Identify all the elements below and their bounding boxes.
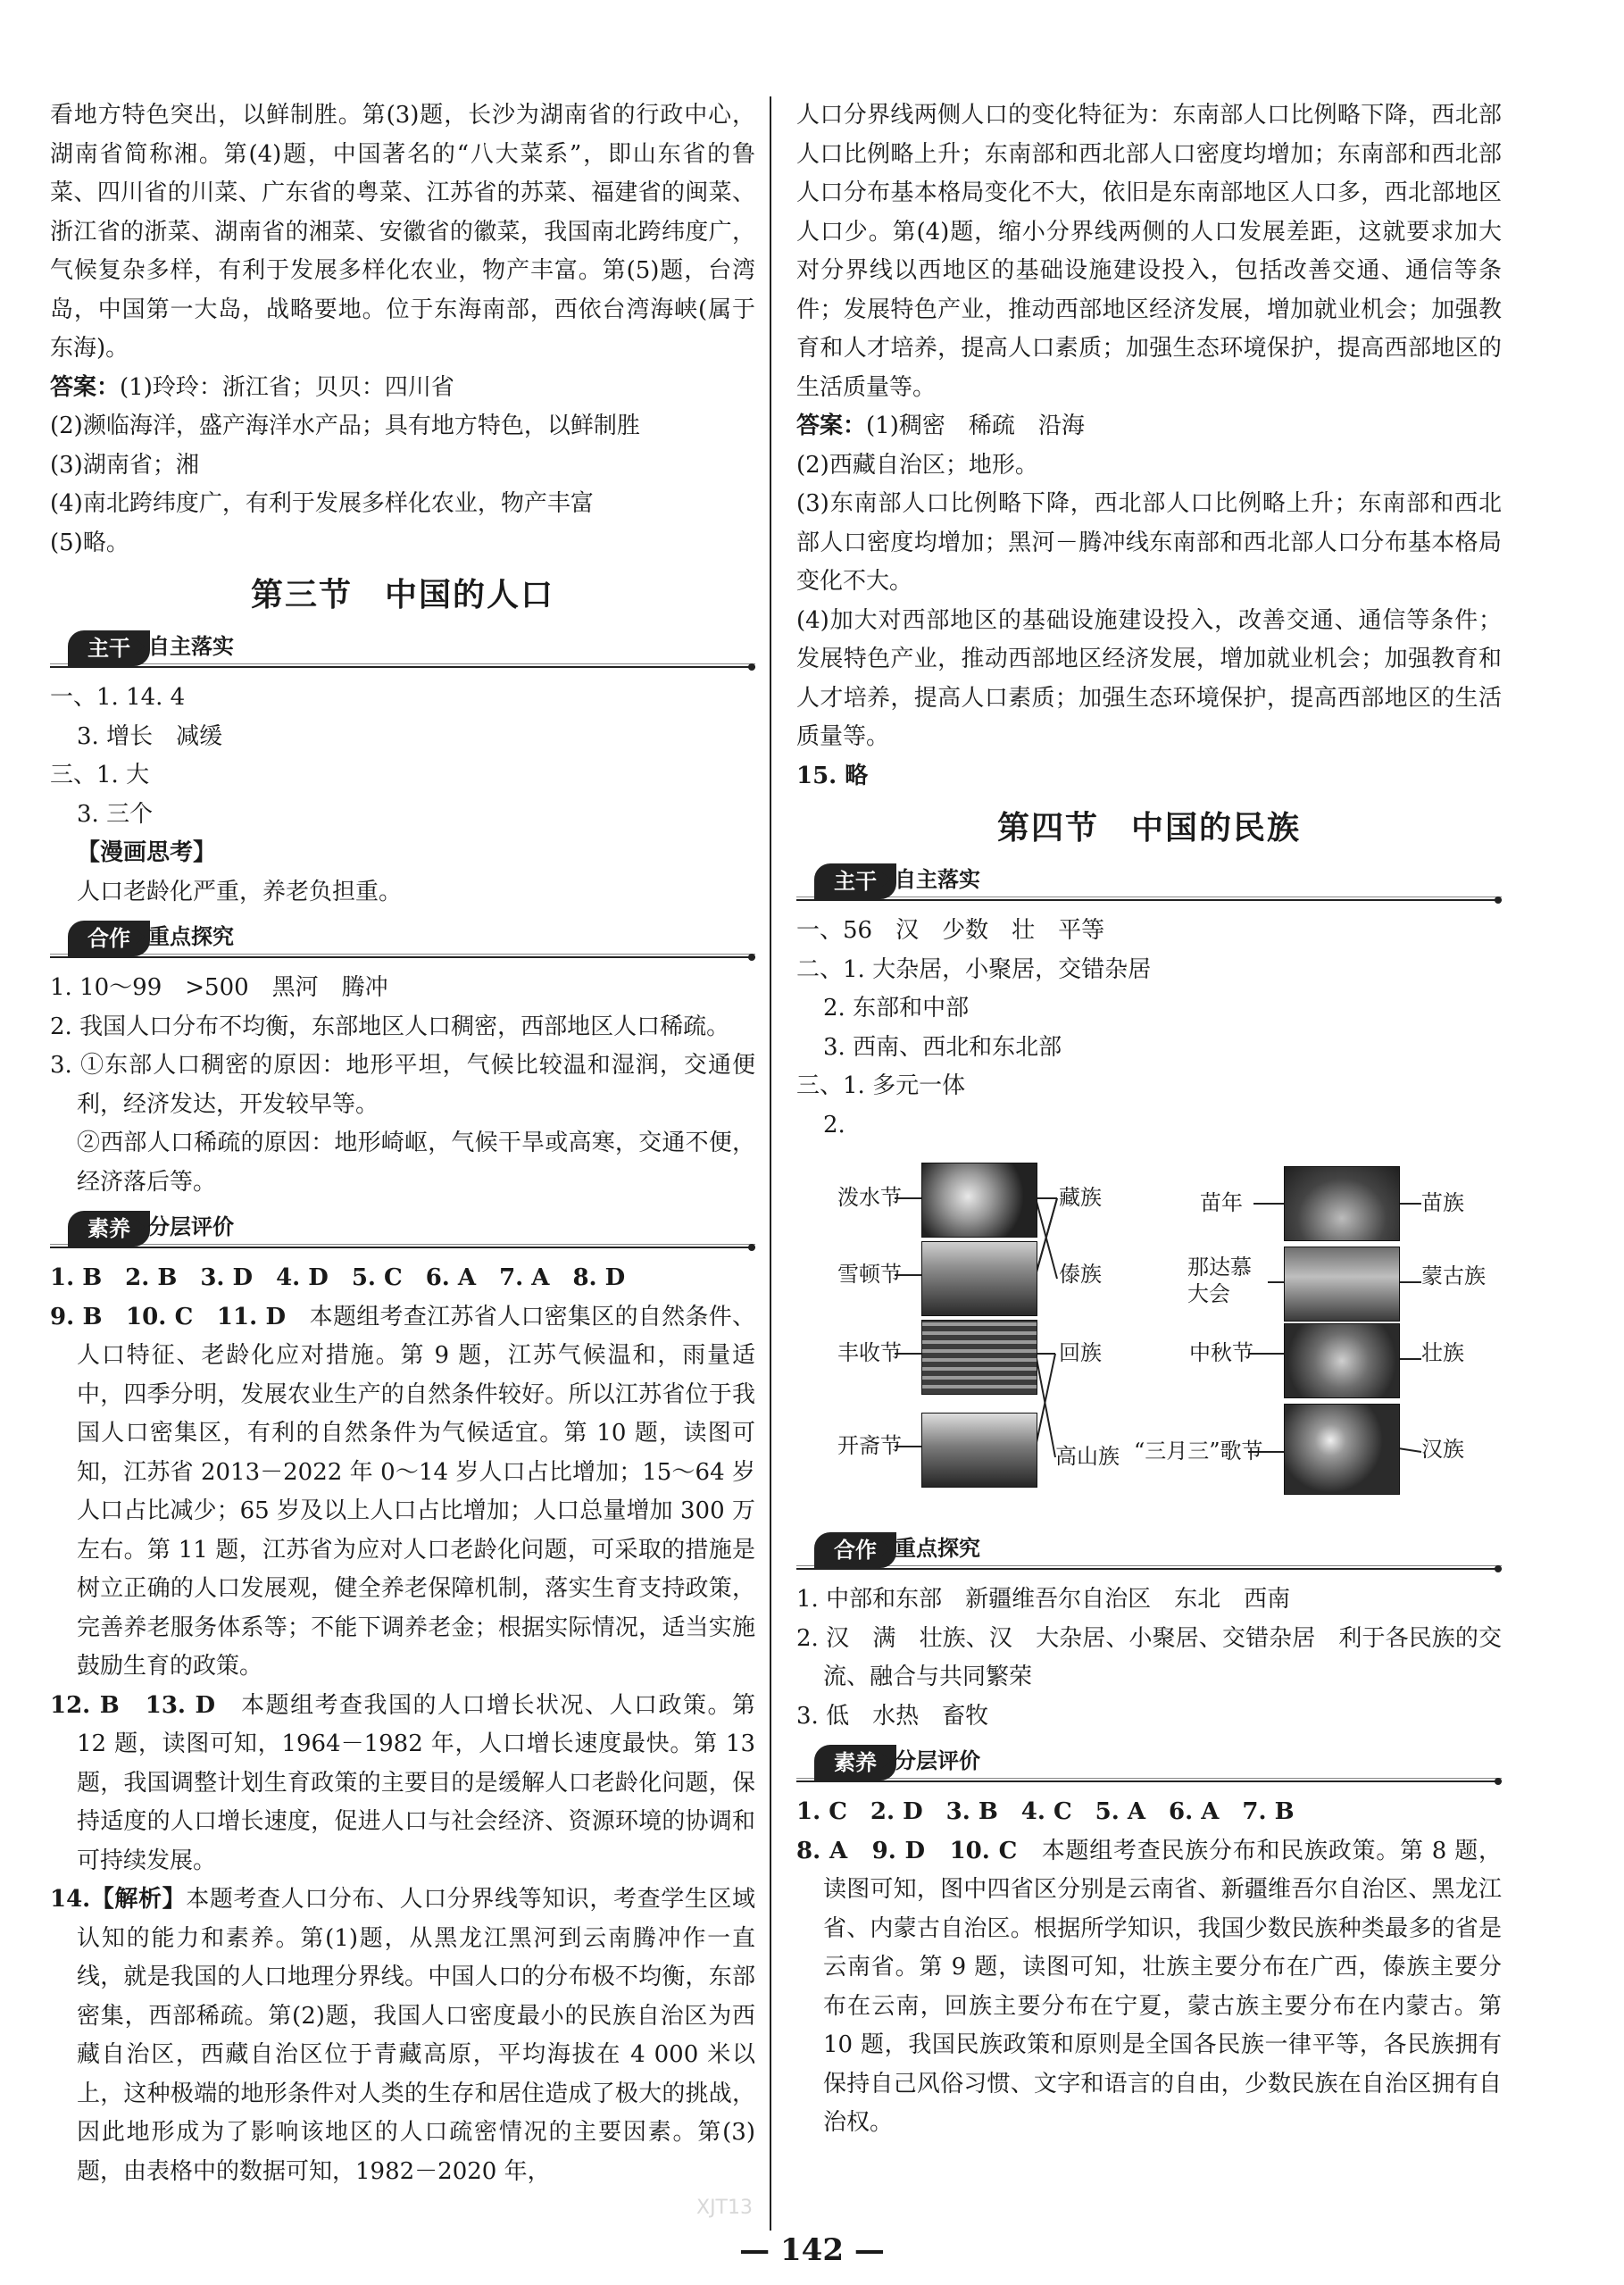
answer-label: 答案：	[50, 373, 121, 401]
ethnic-label: 高山族	[1055, 1444, 1120, 1469]
arrow-icon	[136, 639, 145, 654]
festival-photo	[1284, 1247, 1400, 1322]
section-name: 中国的人口	[385, 576, 555, 613]
arrow-icon	[882, 1754, 891, 1768]
matching-line	[1398, 1448, 1421, 1452]
right-answer-1	[796, 407, 1502, 446]
right-column	[796, 96, 1502, 2143]
eval-head: 12. B 13. D	[50, 1691, 216, 1719]
eval-head: 14.【解析】	[50, 1886, 187, 1913]
banner-tag: 主干	[814, 863, 896, 899]
answer-text: (1)玲玲：浙江省；贝贝：四川省	[120, 373, 454, 401]
left-answer-1	[50, 369, 755, 408]
answer-15: 15. 略	[796, 762, 869, 789]
banner-suyang	[796, 1743, 1502, 1782]
banner-tag: 合作	[68, 921, 150, 956]
banner-zhugan	[796, 862, 1502, 901]
s4-answer-3: 2. 东部和中部	[823, 995, 970, 1022]
banner-suyang	[50, 1209, 755, 1248]
festival-matching-figure	[796, 1148, 1502, 1523]
eval-2	[796, 1832, 1502, 2143]
left-paragraph-1: 看地方特色突出，以鲜制胜。第(3)题，长沙为湖南省的行政中心，湖南省简称湘。第(4)题，中国著名的“八大菜系”，即山东省的鲁菜、四川省的川菜、广东省的粤菜、江苏省的苏菜、福建省的闽菜、浙江省的浙菜、湖南省的湘菜、安徽省的徽菜，我国南北跨纬度广，气候复杂多样，有利于发展多样化农业，物产丰富。第(5)题，台湾岛，中国第一大岛，战略要地。位于东海南部，西依台湾海峡(属于东海)。	[50, 102, 755, 362]
left-answer-4: (4)南北跨纬度广，有利于发展多样化农业，物产丰富	[50, 490, 594, 517]
key-1: 1. 中部和东部 新疆维吾尔自治区 东北 西南	[796, 1586, 1291, 1613]
left-answer-2: (2)濒临海洋，盛产海洋水产品；具有地方特色，以鲜制胜	[50, 413, 640, 439]
festival-photo	[921, 1163, 1037, 1238]
festival-photo	[1284, 1404, 1400, 1495]
banner-tag: 合作	[814, 1532, 896, 1568]
banner-text: 分层评价	[148, 1214, 234, 1239]
s3-answer-4: 3. 三个	[77, 800, 154, 828]
right-answer-3: (3)东南部人口比例略下降，西北部人口比例略上升；东南部和西北部人口密度均增加；黑河－腾冲线东南部和西北部人口分布基本格局变化不大。	[796, 490, 1502, 595]
banner-text: 重点探究	[148, 924, 234, 949]
right-paragraph-1: 人口分界线两侧人口的变化特征为：东南部人口比例略下降，西北部人口比例略上升；东南部和西北部人口密度均增加；东南部和西北部人口分布基本格局变化不大，依旧是东南部地区人口多，西北部地区人口少。第(4)题，缩小分界线两侧的人口发展差距，这就要求加大对分界线以西地区的基础设施建设投入，包括改善交通、通信等条件；发展特色产业，推动西部地区经济发展，增加就业机会；加强教育和人才培养，提高人口素质；加强生态环境保护，提高西部地区的生活质量等。	[796, 102, 1502, 401]
key-3: 3. ①东部人口稠密的原因：地形平坦，气候比较温和湿润，交通便利，经济发达，开发较早等。	[50, 1052, 755, 1118]
banner-tag: 素养	[814, 1745, 896, 1780]
festival-photo	[921, 1241, 1037, 1316]
banner-text: 分层评价	[895, 1748, 980, 1773]
eval-head: 8. A 9. D 10. C	[796, 1837, 1018, 1864]
ethnic-label: 回族	[1059, 1340, 1102, 1365]
banner-hezuo	[796, 1530, 1502, 1570]
comic-label: 【漫画思考】	[77, 839, 217, 866]
key-2: 2. 汉 满 壮族、汉 大杂居、小聚居、交错杂居 利于各民族的交流、融合与共同繁荣	[796, 1624, 1502, 1690]
comic-text: 人口老龄化严重，养老负担重。	[77, 878, 403, 905]
right-answer-2: (2)西藏自治区；地形。	[796, 451, 1038, 479]
festival-label: 中秋节	[1189, 1340, 1253, 1365]
left-answer-5: (5)略。	[50, 529, 129, 556]
banner-tag: 主干	[68, 630, 150, 666]
s3-answer-1: 一、1. 14. 4	[50, 684, 186, 711]
right-answer-4: (4)加大对西部地区的基础设施建设投入，改善交通、通信等条件；发展特色产业，推动西部地区经济发展，增加就业机会；加强教育和人才培养，提高人口素质；加强生态环境保护，提高西部地区的生活质量等。	[796, 606, 1502, 750]
watermark: XJT13	[696, 2197, 753, 2219]
key-3: 3. 低 水热 畜牧	[796, 1702, 989, 1730]
banner-text: 自主落实	[895, 867, 980, 892]
festival-label: 那达慕大会	[1187, 1255, 1252, 1306]
banner-zhugan	[50, 629, 755, 668]
left-answer-3: (3)湖南省；湘	[50, 451, 199, 479]
answer-text: (1)稠密 稀疏 沿海	[866, 413, 1085, 439]
section-title-4	[796, 803, 1502, 853]
eval-body: 本题组考查我国的人口增长状况、人口政策。第 12 题，读图可知，1964－1982 年，人口增长速度最快。第 13 题，我国调整计划生育政策的主要目的是缓解人口老龄化问题，保持适度的人口增长速度，促进人口与社会经济、资源环境的协调和可持续发展。	[77, 1691, 755, 1874]
ethnic-label: 壮族	[1421, 1340, 1464, 1365]
festival-label: 苗年	[1200, 1190, 1243, 1215]
section-title-3	[50, 570, 755, 620]
eval-1: 1. C 2. D 3. B 4. C 5. A 6. A 7. B	[796, 1798, 1295, 1825]
arrow-icon	[136, 1220, 145, 1234]
page-number: — 142 —	[739, 2232, 885, 2268]
key-4: ②西部人口稀疏的原因：地形崎岖，气候干旱或高寒，交通不便，经济落后等。	[77, 1130, 755, 1196]
banner-tag: 素养	[68, 1211, 150, 1247]
eval-head: 9. B 10. C 11. D	[50, 1303, 287, 1330]
festival-label: 开斋节	[837, 1433, 902, 1458]
left-column	[50, 96, 755, 2191]
banner-hezuo	[50, 919, 755, 958]
festival-photo	[921, 1413, 1037, 1488]
s4-answer-2: 二、1. 大杂居，小聚居，交错杂居	[796, 955, 1152, 983]
eval-body: 本题组考查民族分布和民族政策。第 8 题，读图可知，图中四省区分别是云南省、新疆维吾尔自治区、黑龙江省、内蒙古自治区。根据所学知识，我国少数民族种类最多的省是云南省。第 9 题，读图可知，壮族主要分布在广西，傣族主要分布在云南，回族主要分布在宁夏，蒙古族主要分布在内蒙古。第 10 题，我国民族政策和原则是全国各民族一律平等，各民族拥有保持自己风俗习惯、文字和语言的自由，少数民族在自治区拥有自治权。	[823, 1837, 1502, 2136]
s3-answer-3: 三、1. 大	[50, 762, 150, 788]
ethnic-label: 藏族	[1059, 1185, 1102, 1210]
festival-photo	[1284, 1323, 1400, 1398]
arrow-icon	[882, 872, 891, 887]
eval-4	[50, 1881, 755, 2191]
festival-photo	[921, 1320, 1037, 1395]
section-name: 中国的民族	[1131, 809, 1302, 846]
eval-2	[50, 1298, 755, 1687]
eval-1: 1. B 2. B 3. D 4. D 5. C 6. A 7. A 8. D	[50, 1264, 626, 1291]
s3-answer-2: 3. 增长 减缓	[77, 722, 223, 750]
section-number: 第三节	[250, 576, 353, 613]
eval-body: 本题组考查江苏省人口密集区的自然条件、人口特征、老龄化应对措施。第 9 题，江苏气候温和，雨量适中，四季分明，发展农业生产的自然条件较好。所以江苏省位于我国人口密集区，有利的自然条件为气候适宜。第 10 题，读图可知，江苏省 2013－2022 年 0～14 岁人口占比增加；15～64 岁人口占比减少；65 岁及以上人口占比增加；人口总量增加 300 万左右。第 11 题，江苏省为应对人口老龄化问题，可采取的措施是树立正确的人口发展观，健全养老保障机制，落实生育支持政策，完善养老服务体系等；不能下调养老金；根据实际情况，适当实施鼓励生育的政策。	[77, 1303, 755, 1680]
festival-photo	[1284, 1166, 1400, 1241]
ethnic-label: 苗族	[1421, 1190, 1464, 1215]
festival-label: 雪顿节	[837, 1262, 902, 1287]
ethnic-label: 蒙古族	[1421, 1263, 1486, 1288]
arrow-icon	[882, 1541, 891, 1555]
banner-text: 重点探究	[895, 1536, 980, 1561]
arrow-icon	[136, 930, 145, 944]
ethnic-label: 傣族	[1059, 1262, 1102, 1287]
section-number: 第四节	[996, 809, 1099, 846]
ethnic-label: 汉族	[1421, 1437, 1464, 1462]
column-divider	[770, 96, 771, 2231]
festival-label: 泼水节	[837, 1185, 902, 1210]
eval-body: 本题考查人口分布、人口分界线等知识，考查学生区域认知的能力和素养。第(1)题，从黑龙江黑河到云南腾冲作一直线，就是我国的人口地理分界线。中国人口的分布极不均衡，东部密集，西部稀疏。第(2)题，我国人口密度最小的民族自治区为西藏自治区，西藏自治区位于青藏高原，平均海拔在 4 000 米以上，这种极端的地形条件对人类的生存和居住造成了极大的挑战，因此地形成为了影响该地区的人口疏密情况的主要因素。第(3)题，由表格中的数据可知，1982－2020 年，	[77, 1886, 755, 2185]
key-1: 1. 10～99 >500 黑河 腾冲	[50, 974, 388, 1001]
answer-label: 答案：	[796, 413, 867, 439]
s4-answer-1: 一、56 汉 少数 壮 平等	[796, 917, 1105, 944]
s4-answer-5: 三、1. 多元一体	[796, 1072, 966, 1099]
festival-label: “三月三”歌节	[1134, 1439, 1263, 1464]
banner-text: 自主落实	[148, 634, 234, 659]
s4-answer-6: 2.	[823, 1111, 845, 1138]
eval-3	[50, 1687, 755, 1881]
s4-answer-4: 3. 西南、西北和东北部	[823, 1033, 1062, 1061]
key-2: 2. 我国人口分布不均衡，东部地区人口稠密，西部地区人口稀疏。	[50, 1013, 730, 1040]
festival-label: 丰收节	[837, 1340, 902, 1365]
